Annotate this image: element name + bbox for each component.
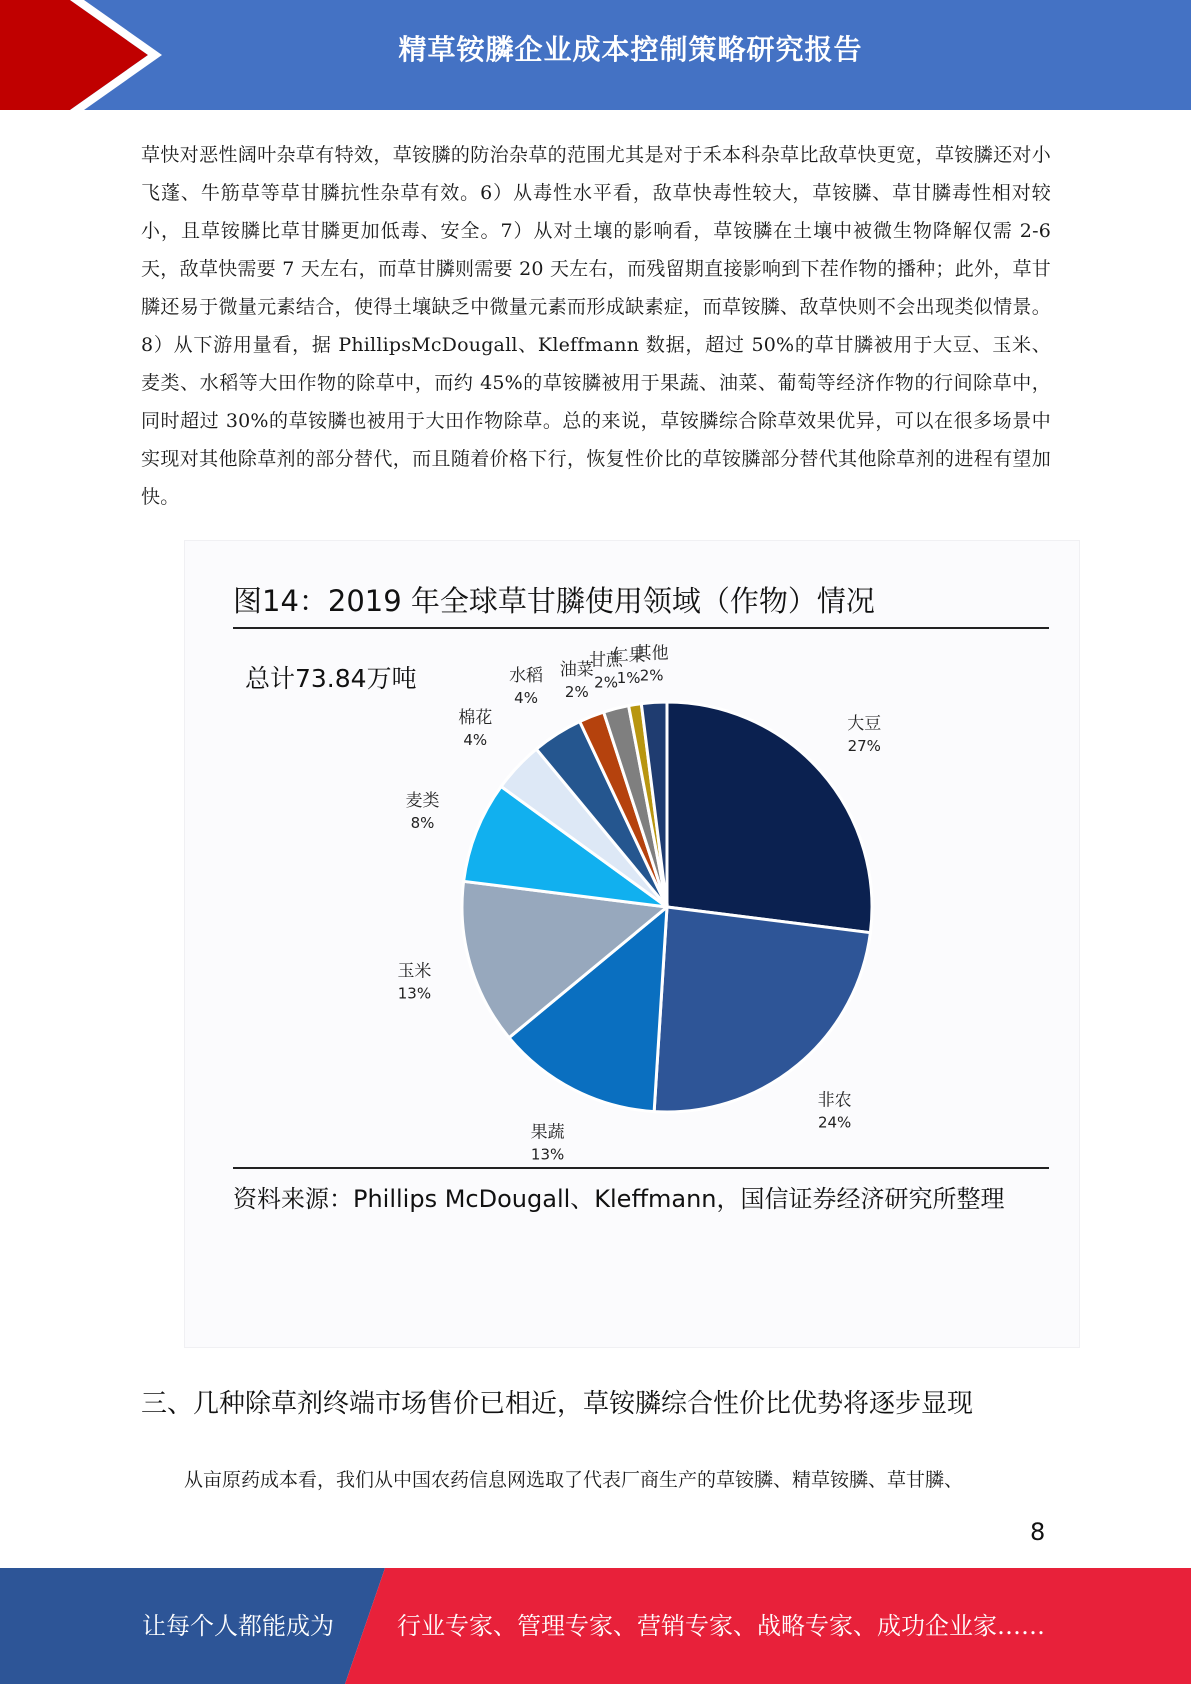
pie-value-label-8: 2% — [594, 673, 618, 692]
figure-bottom-rule — [233, 1167, 1049, 1169]
pie-label-0: 大豆 — [847, 714, 882, 735]
pie-value-label-7: 2% — [564, 683, 589, 702]
pie-label-4: 麦类 — [405, 791, 440, 812]
pie-slice-1 — [654, 907, 870, 1112]
body-paragraph: 草快对恶性阔叶杂草有特效，草铵膦的防治杂草的范围尤其是对于禾本科杂草比敌草快更宽，草铵膦还对小飞蓬、牛筋草等草甘膦抗性杂草有效。6）从毒性水平看，敌草快毒性较大，草铵膦、草甘膦毒性相对较小，且草铵膦比草甘膦更加低毒、安全。7）从对土壤的影响看，草铵膦在土壤中被微生物降解仅需 2-6 天，敌草快需要 7 天左右，而草甘膦则需要 20 天左右，而残留期直接影响到下茬作物的播种；此外，草甘膦还易于微量元素结合，使得土壤缺乏中微量元素而形成缺素症，而草铵膦、敌草快则不会出现类似情景。8）从下游用量看，据 PhillipsMcDougall、Kleffmann 数据，超过 50%的草甘膦被用于大豆、玉米、麦类、水稻等大田作物的除草中，而约 45%的草铵膦被用于果蔬、油菜、葡萄等经济作物的行间除草中，同时超过 30%的草铵膦也被用于大田作物除草。总的来说，草铵膦综合除草效果优异，可以在很多场景中实现对其他除草剂的部分替代，而且随着价格下行，恢复性价比的草铵膦部分替代其他除草剂的进程有望加快。 — [141, 144, 1051, 508]
section-heading: 三、几种除草剂终端市场售价已相近，草铵膦综合性价比优势将逐步显现 — [141, 1389, 974, 1419]
pie-value-label-6: 4% — [514, 688, 538, 707]
pie-chart — [185, 541, 1081, 1161]
pie-value-label-5: 4% — [463, 730, 488, 749]
pie-label-10: 其他 — [634, 643, 669, 664]
page-number: 8 — [1030, 1518, 1046, 1546]
pie-label-3: 玉米 — [397, 961, 432, 982]
footer-slogan-right: 行业专家、管理专家、营销专家、战略专家、成功企业家…… — [397, 1612, 1045, 1640]
footer-slogan-left: 让每个人都能成为 — [142, 1612, 334, 1640]
figure-total: 总计73.84万吨 — [245, 664, 417, 693]
pie-value-label-2: 13% — [530, 1145, 565, 1161]
pie-label-9: 仁果 — [611, 646, 646, 667]
pie-value-label-0: 27% — [847, 737, 881, 756]
pie-label-2: 果蔬 — [530, 1122, 565, 1143]
pie-slice-0 — [667, 702, 872, 933]
pie-value-label-9: 1% — [616, 669, 641, 688]
pie-label-1: 非农 — [817, 1090, 852, 1111]
figure-14 — [184, 540, 1080, 1348]
body-paragraph-2: 从亩原药成本看，我们从中国农药信息网选取了代表厂商生产的草铵膦、精草铵膦、草甘膦、 — [184, 1469, 964, 1491]
page-footer — [0, 1568, 1191, 1684]
pie-value-label-4: 8% — [410, 814, 435, 833]
figure-title: 图14：2019 年全球草甘膦使用领域（作物）情况 — [233, 584, 875, 618]
pie-value-label-1: 24% — [817, 1113, 852, 1132]
pie-value-label-10: 2% — [639, 666, 664, 685]
pie-value-label-3: 13% — [397, 984, 432, 1003]
pie-label-6: 水稻 — [509, 665, 544, 686]
pie-label-7: 油菜 — [559, 660, 594, 681]
figure-source: 资料来源：Phillips McDougall、Kleffmann，国信证券经济研究所整理 — [233, 1185, 1005, 1213]
pie-label-8: 甘蔗 — [589, 650, 624, 671]
page-header — [0, 0, 1191, 110]
pie-label-5: 棉花 — [458, 707, 493, 728]
document-title: 精草铵膦企业成本控制策略研究报告 — [398, 33, 863, 66]
